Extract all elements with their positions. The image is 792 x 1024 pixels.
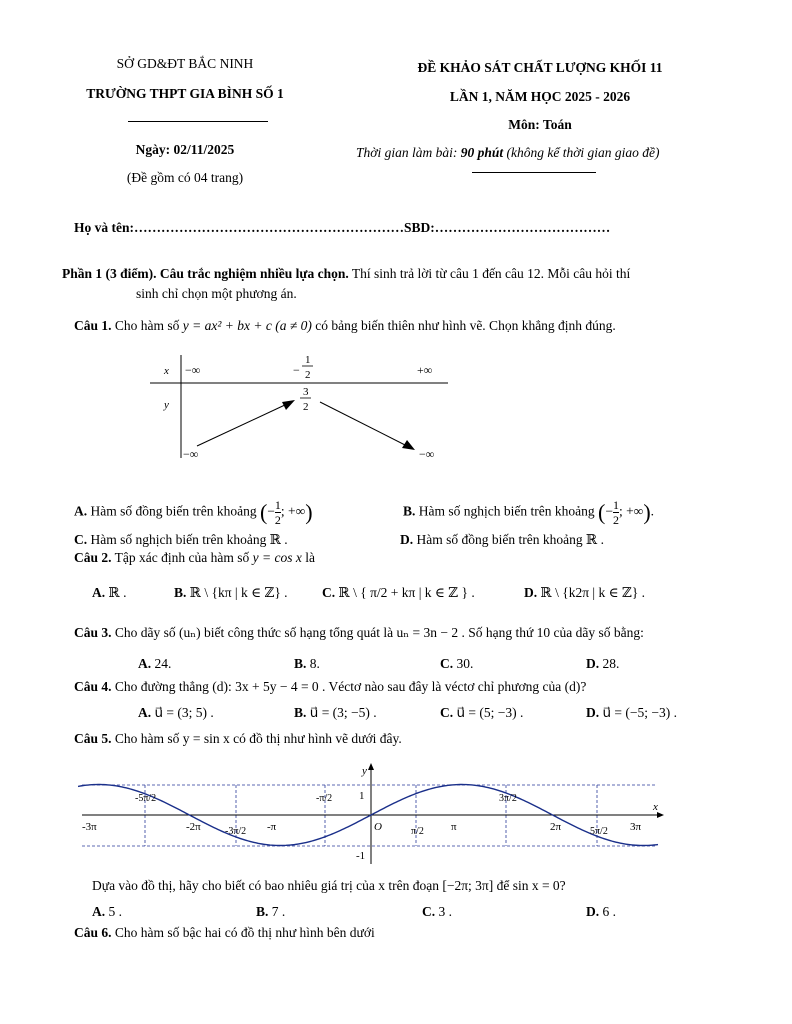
- q3-option-d-text: 28.: [602, 656, 620, 671]
- q2-option-b[interactable]: [174, 585, 288, 601]
- q3-option-d[interactable]: [586, 656, 619, 672]
- q1-b-interval-rest: ; +∞: [618, 503, 644, 519]
- q4-option-d-text: u⃗ = (−5; −3) .: [602, 705, 678, 720]
- q3-option-b-text: 8.: [309, 656, 320, 671]
- table-y-top-num: 3: [303, 386, 309, 398]
- q1-option-b[interactable]: B. Hàm số nghịch biến trên khoảng (− $\frac{1}{2}$ ; +∞).: [403, 498, 655, 527]
- q1-option-c[interactable]: [74, 532, 288, 548]
- q3-option-c-text: 30.: [456, 656, 474, 671]
- tick-neg5pi2: -5π/2: [135, 793, 157, 804]
- q5-question: Dựa vào đồ thị, hãy cho biết có bao nhiêu giá trị của x trên đoạn [−2π; 3π] để sin x = 0?: [92, 878, 566, 893]
- q4-option-d[interactable]: [586, 705, 677, 721]
- q1-text-b: có bảng biến thiên như hình vẽ. Chọn khẳng định đúng.: [315, 318, 616, 333]
- q3-option-a-text: 24.: [154, 656, 172, 671]
- q4-option-d-label: D.: [586, 705, 600, 720]
- q4-option-b[interactable]: [294, 705, 377, 721]
- sine-graph: [78, 760, 668, 868]
- tick-negpi2: -π/2: [316, 793, 333, 804]
- name-label: Họ và tên:: [74, 220, 134, 235]
- part1-instruction-2: sinh chỉ chọn một phương án.: [136, 286, 297, 301]
- table-y-right: −∞: [419, 447, 435, 461]
- q4-option-a-label: A.: [138, 705, 152, 720]
- q1-a-interval-num: 1: [274, 498, 281, 512]
- q3-option-d-label: D.: [586, 656, 600, 671]
- q3-option-c-label: C.: [440, 656, 454, 671]
- header-divider-right: [472, 172, 596, 173]
- q1-option-d-text: Hàm số đồng biến trên khoảng ℝ .: [416, 532, 604, 547]
- q6-label: Câu 6.: [74, 925, 112, 940]
- q5-text: Cho hàm số y = sin x có đồ thị như hình vẽ dưới đây.: [114, 731, 402, 746]
- label-one: 1: [359, 790, 365, 802]
- tick-3pi: 3π: [630, 821, 642, 833]
- exam-date: Ngày: 02/11/2025: [135, 142, 235, 157]
- table-y-top-den: 2: [303, 401, 309, 413]
- sbd-label: SBD:: [404, 220, 435, 235]
- exam-title: ĐỀ KHẢO SÁT CHẤT LƯỢNG KHỐI 11: [417, 60, 663, 75]
- q5-label: Câu 5.: [74, 731, 112, 746]
- q2-option-b-label: B.: [174, 585, 187, 600]
- tick-neg3pi: -3π: [82, 821, 97, 833]
- table-x-right: +∞: [417, 363, 433, 377]
- table-arrow-down: [320, 402, 407, 446]
- q1-option-c-label: C.: [74, 532, 88, 547]
- q1-option-a-text: Hàm số đồng biến trên khoảng: [90, 503, 257, 519]
- q1-b-interval-sign: −: [605, 503, 613, 519]
- variation-table: [145, 350, 455, 462]
- q5-option-b-text: 7 .: [271, 904, 286, 919]
- q4-option-b-text: u⃗ = (3; −5) .: [309, 705, 377, 720]
- y-axis-label: y: [362, 765, 367, 777]
- q3-option-b-label: B.: [294, 656, 307, 671]
- q5-option-c[interactable]: [422, 904, 452, 920]
- table-x-mid-sign: −: [293, 363, 300, 377]
- part1-instruction: Thí sinh trả lời từ câu 1 đến câu 12. Mỗi câu hỏi thí: [348, 266, 631, 281]
- tick-neg2pi: -2π: [186, 821, 201, 833]
- q1-formula: y = ax² + bx + c (a ≠ 0): [182, 318, 312, 333]
- origin-label: O: [374, 821, 382, 833]
- q3-label: Câu 3.: [74, 625, 112, 640]
- x-axis-arrow: [657, 812, 664, 818]
- q2-option-a-text: ℝ .: [108, 585, 127, 600]
- q2-option-a[interactable]: [92, 585, 126, 601]
- department-name: SỞ GD&ĐT BẮC NINH: [116, 56, 254, 71]
- q2-text: Tập xác định của hàm số: [114, 550, 250, 565]
- table-y-label: y: [164, 399, 169, 411]
- q5-option-a-text: 5 .: [108, 904, 122, 919]
- q6-stem: [74, 925, 375, 941]
- q4-option-b-label: B.: [294, 705, 307, 720]
- tick-2pi: 2π: [550, 821, 562, 833]
- q2-option-d-label: D.: [524, 585, 538, 600]
- q5-option-c-label: C.: [422, 904, 436, 919]
- q5-stem: [74, 731, 402, 747]
- table-arrow-up: [197, 404, 287, 446]
- q3-option-b[interactable]: [294, 656, 320, 672]
- exam-time: [356, 145, 660, 161]
- table-x-mid-den: 2: [305, 369, 311, 381]
- table-x-mid-num: 1: [305, 354, 311, 366]
- tick-5pi2: 5π/2: [590, 826, 608, 837]
- q4-text: Cho đường thẳng (d): 3x + 5y − 4 = 0 . Véctơ nào sau đây là véctơ chỉ phương của (d)?: [114, 679, 587, 694]
- q5-option-b[interactable]: [256, 904, 285, 920]
- page-count: (Đề gồm có 04 trang): [126, 170, 244, 185]
- part1-heading: [62, 266, 630, 282]
- school-name: TRƯỜNG THPT GIA BÌNH SỐ 1: [86, 86, 284, 101]
- tick-negpi: -π: [267, 821, 277, 833]
- q5-option-a-label: A.: [92, 904, 106, 919]
- q2-text-b: là: [305, 550, 315, 565]
- q1-option-d-label: D.: [400, 532, 414, 547]
- q5-option-b-label: B.: [256, 904, 269, 919]
- table-y-left: −∞: [183, 447, 199, 461]
- q2-option-d-text: ℝ \ {k2π | k ∈ ℤ} .: [540, 585, 646, 600]
- tick-3pi2: 3π/2: [499, 793, 517, 804]
- q4-option-c-text: u⃗ = (5; −3) .: [456, 705, 524, 720]
- q4-label: Câu 4.: [74, 679, 112, 694]
- table-x-label: x: [164, 365, 169, 377]
- q4-option-a-text: u⃗ = (3; 5) .: [154, 705, 214, 720]
- q2-option-d[interactable]: [524, 585, 645, 601]
- time-value: 90 phút: [460, 145, 504, 160]
- q4-option-c-label: C.: [440, 705, 454, 720]
- q4-stem: [74, 679, 586, 695]
- q2-option-b-text: ℝ \ {kπ | k ∈ ℤ} .: [189, 585, 288, 600]
- time-label: Thời gian làm bài:: [356, 145, 458, 160]
- q2-option-c[interactable]: [322, 585, 475, 601]
- q1-a-interval-rest: ; +∞: [280, 503, 306, 519]
- q1-option-d[interactable]: [400, 532, 604, 548]
- label-minus-one: -1: [356, 850, 366, 862]
- q1-label: Câu 1.: [74, 318, 112, 333]
- q1-b-interval-num: 1: [612, 498, 619, 512]
- header-divider-left: [128, 121, 268, 122]
- sbd-field[interactable]: …………………………………: [434, 220, 611, 235]
- y-axis-arrow: [368, 763, 374, 770]
- q3-option-c[interactable]: [440, 656, 473, 672]
- q2-option-c-label: C.: [322, 585, 336, 600]
- q3-option-a-label: A.: [138, 656, 152, 671]
- table-x-left: −∞: [185, 363, 201, 377]
- exam-subject: Môn: Toán: [508, 117, 572, 132]
- tick-neg3pi2: -3π/2: [225, 826, 247, 837]
- tick-pi2: π/2: [411, 826, 424, 837]
- part1-title: Phần 1 (3 điểm). Câu trắc nghiệm nhiều lựa chọn.: [62, 266, 349, 281]
- q1-option-b-label: B.: [403, 503, 416, 519]
- q6-text: Cho hàm số bậc hai có đồ thị như hình bên dưới: [114, 925, 375, 940]
- q5-option-c-text: 3 .: [438, 904, 452, 919]
- time-note: (không kể thời gian giao đề): [506, 145, 660, 160]
- q2-option-c-text: ℝ \ { π/2 + kπ | k ∈ ℤ } .: [338, 585, 475, 600]
- table-arrowhead-down: [402, 440, 415, 450]
- q2-formula: y = cos x: [252, 550, 302, 565]
- q5-option-a[interactable]: [92, 904, 122, 920]
- q1-b-interval-den: 2: [612, 513, 619, 527]
- q5-option-d-text: 6 .: [602, 904, 616, 919]
- q1-a-interval-den: 2: [274, 513, 281, 527]
- q3-text: Cho dãy số (uₙ) biết công thức số hạng tổng quát là uₙ = 3n − 2 . Số hạng thứ 10 của dãy số bằng:: [114, 625, 644, 640]
- q3-option-a[interactable]: [138, 656, 171, 672]
- q1-option-c-text: Hàm số nghịch biến trên khoảng ℝ .: [90, 532, 288, 547]
- q1-text-a: Cho hàm số: [114, 318, 180, 333]
- tick-pi: π: [451, 821, 457, 833]
- q1-option-a[interactable]: A. Hàm số đồng biến trên khoảng (− $\frac{1}{2}$ ; +∞): [74, 498, 313, 527]
- q4-option-c[interactable]: [440, 705, 523, 721]
- student-info-line: [74, 220, 610, 236]
- q2-option-a-label: A.: [92, 585, 106, 600]
- name-field[interactable]: ……………………………………………………: [134, 220, 404, 235]
- q4-option-a[interactable]: [138, 705, 214, 721]
- q5-option-d[interactable]: [586, 904, 616, 920]
- q2-label: Câu 2.: [74, 550, 112, 565]
- table-arrowhead-up: [282, 400, 295, 410]
- q1-option-b-text: Hàm số nghịch biến trên khoảng: [418, 503, 595, 519]
- q2-stem: [74, 550, 315, 566]
- q1-option-a-label: A.: [74, 503, 88, 519]
- q1-a-interval-sign: −: [267, 503, 275, 519]
- q1-stem: [74, 318, 616, 334]
- q5-option-d-label: D.: [586, 904, 600, 919]
- x-axis-label: x: [653, 801, 658, 813]
- exam-session: LẦN 1, NĂM HỌC 2025 - 2026: [449, 89, 631, 104]
- q3-stem: [74, 625, 644, 641]
